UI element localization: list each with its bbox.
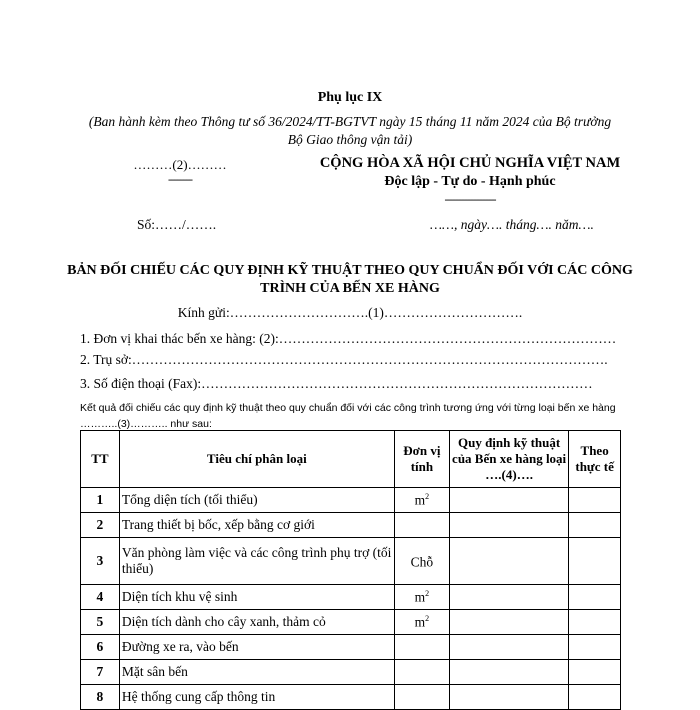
row-unit [394, 660, 449, 685]
table-row [81, 635, 621, 660]
row-standard-cell[interactable] [449, 610, 568, 635]
row-number: 6 [81, 635, 120, 660]
table-row [81, 685, 621, 710]
row-actual-cell[interactable] [569, 538, 621, 585]
motto-divider: ----------------- [444, 192, 496, 206]
row-actual-cell[interactable] [569, 635, 621, 660]
national-motto: Độc lập - Tự do - Hạnh phúc [384, 174, 556, 189]
row-criteria: Diện tích khu vệ sinh [119, 585, 394, 610]
row-actual-cell[interactable] [569, 685, 621, 710]
row-unit [394, 685, 449, 710]
header-unit: Đơn vị tính [394, 431, 449, 488]
appendix-title: Phụ lục IX [317, 90, 383, 105]
row-number: 2 [81, 513, 120, 538]
row-criteria: Hệ thống cung cấp thông tin [119, 685, 394, 710]
row-number: 1 [81, 488, 120, 513]
criteria-table [80, 430, 621, 710]
country-name: CỘNG HÒA XÃ HỘI CHỦ NGHĨA VIỆT NAM [319, 155, 621, 171]
row-unit: Chỗ [394, 538, 449, 585]
table-row [81, 610, 621, 635]
row-unit: $m^2$ [394, 610, 449, 635]
row-unit: $m^2$ [394, 585, 449, 610]
header-actual: Theo thực tế [569, 431, 621, 488]
agency-divider: -------- [168, 172, 192, 186]
row-actual-cell[interactable] [569, 585, 621, 610]
recipient-line: Kính gửi:………………………….(1)…………………………. [177, 305, 523, 320]
row-criteria: Mặt sân bến [119, 660, 394, 685]
header-criteria: Tiêu chí phân loại [119, 431, 394, 488]
field-headquarters: 2. Trụ sở:……………………………………………………………………………………………. [80, 352, 608, 367]
row-standard-cell[interactable] [449, 660, 568, 685]
row-number: 4 [81, 585, 120, 610]
row-actual-cell[interactable] [569, 660, 621, 685]
header-tt: TT [81, 431, 120, 488]
row-standard-cell[interactable] [449, 513, 568, 538]
document-number: Số:……/……. [137, 217, 217, 232]
row-criteria: Trang thiết bị bốc, xếp bằng cơ giới [119, 513, 394, 538]
table-row [81, 660, 621, 685]
row-number: 5 [81, 610, 120, 635]
document-title: BẢN ĐỐI CHIẾU CÁC QUY ĐỊNH KỸ THUẬT THEO QUY CHUẨN ĐỐI VỚI CÁC CÔNG TRÌNH CỦA BẾN XE HÀNG [67, 263, 633, 296]
row-number: 8 [81, 685, 120, 710]
row-standard-cell[interactable] [449, 685, 568, 710]
date-line: ……, ngày…. tháng…. năm…. [430, 217, 594, 232]
header-standard: Quy định kỹ thuật của Bến xe hàng loại ….(4)…. [449, 431, 568, 488]
row-criteria: Diện tích dành cho cây xanh, thảm cỏ [119, 610, 394, 635]
row-criteria: Tổng diện tích (tối thiểu) [119, 488, 394, 513]
row-number: 7 [81, 660, 120, 685]
table-row [81, 513, 621, 538]
row-actual-cell[interactable] [569, 610, 621, 635]
table-row [81, 488, 621, 513]
row-number: 3 [81, 538, 120, 585]
row-unit [394, 635, 449, 660]
row-actual-cell[interactable] [569, 488, 621, 513]
row-unit: $m^2$ [394, 488, 449, 513]
row-standard-cell[interactable] [449, 488, 568, 513]
row-criteria: Văn phòng làm việc và các công trình phụ trợ (tối thiểu) [119, 538, 394, 585]
row-actual-cell[interactable] [569, 513, 621, 538]
table-header-row [81, 431, 621, 488]
agency-code: ………(2)……… [133, 157, 227, 172]
row-standard-cell[interactable] [449, 538, 568, 585]
row-unit [394, 513, 449, 538]
field-phone: 3. Số điện thoại (Fax):…………………………………………………………………………… [80, 376, 593, 391]
issued-with-note: (Ban hành kèm theo Thông tư số 36/2024/TT-BGTVT ngày 15 tháng 11 năm 2024 của Bộ trưởng Bộ Giao thông vận tải) [88, 114, 612, 147]
field-operator: 1. Đơn vị khai thác bến xe hàng: (2):………………………………………………………………… [80, 331, 617, 346]
comparison-note: Kết quả đối chiếu các quy định kỹ thuật theo quy chuẩn đối với các công trình tương ứng với từng loại bến xe hàng ………..(3)……….. như sau: [80, 402, 616, 430]
row-standard-cell[interactable] [449, 585, 568, 610]
row-criteria: Đường xe ra, vào bến [119, 635, 394, 660]
table-row [81, 585, 621, 610]
table-row [81, 538, 621, 585]
row-standard-cell[interactable] [449, 635, 568, 660]
